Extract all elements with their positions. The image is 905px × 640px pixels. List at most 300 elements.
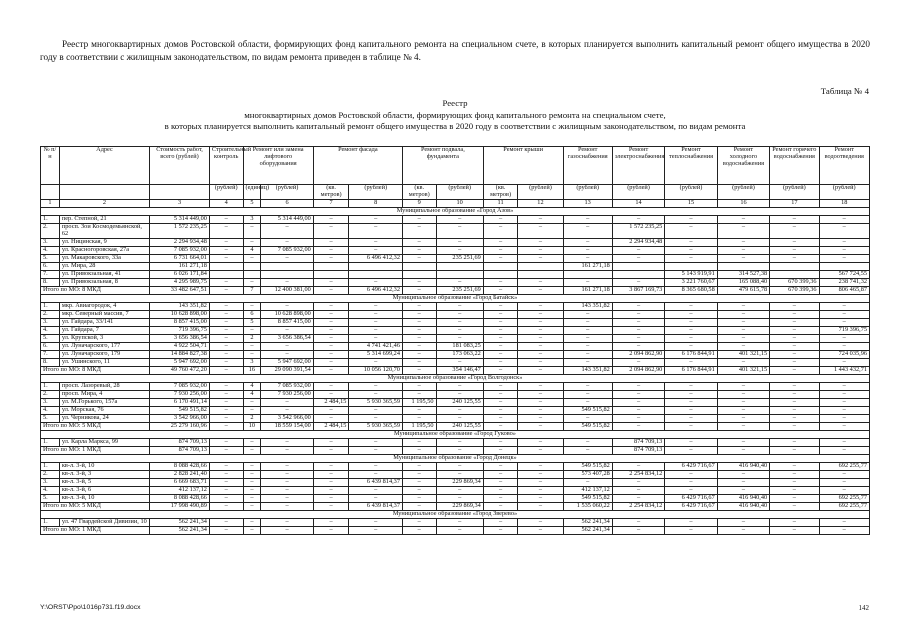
- total-label: Итого по МО: 8 МКД: [41, 366, 150, 374]
- table-cell: –: [483, 310, 518, 318]
- footer-file-path: Y:\ORST\Ppo\1016p731.f19.docx: [40, 604, 141, 611]
- table-cell: [483, 262, 518, 270]
- total-cell: –: [402, 366, 436, 374]
- total-cell: –: [518, 526, 563, 534]
- address-cell: ул. Гайдара, 7: [59, 326, 149, 334]
- address-cell: ул. Ницинская, 9: [59, 238, 149, 246]
- header-unit-cell: (рублей): [665, 185, 717, 200]
- table-cell: –: [436, 462, 483, 470]
- row-number-cell: 6.: [41, 262, 60, 270]
- total-cell: 874 709,13: [612, 446, 664, 454]
- table-cell: –: [261, 350, 313, 358]
- table-cell: 6 439 814,37: [349, 478, 403, 486]
- table-cell: –: [819, 358, 870, 366]
- table-cell: 229 869,34: [436, 478, 483, 486]
- table-row: [41, 494, 870, 502]
- table-cell: –: [313, 462, 349, 470]
- total-cell: –: [313, 526, 349, 534]
- row-number-cell: 5.: [41, 254, 60, 262]
- total-cell: –: [518, 422, 563, 430]
- header-column-number: 2: [59, 199, 149, 207]
- header-unit-cell: (рублей): [436, 185, 483, 200]
- table-cell: –: [770, 518, 819, 526]
- table-number: Таблица № 4: [820, 86, 869, 96]
- table-title-line: Реестр: [442, 98, 468, 108]
- table-cell: 2 094 862,90: [612, 350, 664, 358]
- table-cell: [436, 270, 483, 278]
- total-cell: –: [612, 422, 664, 430]
- table-cell: 874 709,13: [612, 438, 664, 446]
- table-cell: 5 314 449,00: [150, 215, 210, 223]
- total-cell: 5 930 365,59: [349, 422, 403, 430]
- table-cell: –: [261, 470, 313, 478]
- table-cell: –: [436, 246, 483, 254]
- table-cell: 235 251,69: [436, 254, 483, 262]
- table-cell: [717, 262, 769, 270]
- address-cell: ул. Красногоровская, 27а: [59, 246, 149, 254]
- address-cell: просп. Мира, 4: [59, 390, 149, 398]
- table-cell: –: [518, 350, 563, 358]
- section-row: [41, 207, 870, 215]
- total-cell: –: [665, 446, 717, 454]
- table-cell: 6 496 412,32: [349, 254, 403, 262]
- row-number-cell: 2.: [41, 470, 60, 478]
- table-cell: –: [717, 406, 769, 414]
- header-units-row: [41, 185, 870, 200]
- table-cell: 3 542 966,00: [261, 414, 313, 422]
- table-cell: –: [665, 406, 717, 414]
- address-cell: пер. Степной, 21: [59, 215, 149, 223]
- table-cell: –: [313, 278, 349, 286]
- total-cell: –: [209, 502, 243, 510]
- header-column-number: 8: [349, 199, 403, 207]
- table-cell: –: [770, 486, 819, 494]
- total-cell: –: [563, 446, 612, 454]
- header-unit-cell: (рублей): [717, 185, 769, 200]
- table-cell: 3 656 386,54: [150, 334, 210, 342]
- table-cell: –: [436, 238, 483, 246]
- section-row: [41, 294, 870, 302]
- table-cell: –: [612, 414, 664, 422]
- total-cell: –: [717, 422, 769, 430]
- header-column-number: 11: [483, 199, 518, 207]
- row-number-cell: 6.: [41, 342, 60, 350]
- table-cell: 14 884 827,38: [150, 350, 210, 358]
- total-cell: –: [483, 502, 518, 510]
- row-number-cell: 7.: [41, 350, 60, 358]
- address-cell: кв-л. 3-й, 3: [59, 470, 149, 478]
- table-cell: –: [313, 414, 349, 422]
- row-number-cell: 1.: [41, 302, 60, 310]
- total-cell: –: [819, 526, 870, 534]
- row-number-cell: 1.: [41, 382, 60, 390]
- table-cell: –: [313, 326, 349, 334]
- intro-paragraph: Реестр многоквартирных домов Ростовской области, формирующих фонд капитального ремонта на специальном счете, в которых планируется выполнить капитальный ремонт общего имущества в 2020 году в соответствии с жилищным законодательством, по видам ремонта приведен в таблице № 4.: [40, 39, 870, 62]
- table-cell: 2: [243, 414, 261, 422]
- table-cell: –: [717, 254, 769, 262]
- table-cell: –: [770, 302, 819, 310]
- table-cell: –: [313, 358, 349, 366]
- table-cell: 8 088 428,66: [150, 494, 210, 502]
- header-cold: Ремонт холодного водоснабжения: [717, 147, 769, 185]
- table-row: [41, 350, 870, 358]
- table-cell: [313, 262, 349, 270]
- table-cell: 173 063,22: [436, 350, 483, 358]
- table-cell: [243, 262, 261, 270]
- table-cell: –: [665, 334, 717, 342]
- table-cell: –: [770, 470, 819, 478]
- table-row: [41, 262, 870, 270]
- section-title: Муниципальное образование «Город Гуково»: [41, 430, 870, 438]
- table-cell: –: [209, 390, 243, 398]
- header-column-number: 14: [612, 199, 664, 207]
- table-cell: 719 396,75: [150, 326, 210, 334]
- table-cell: 4 295 989,75: [150, 278, 210, 286]
- table-row: [41, 302, 870, 310]
- total-row: [41, 366, 870, 374]
- table-cell: 165 088,40: [717, 278, 769, 286]
- table-cell: –: [436, 518, 483, 526]
- table-cell: –: [436, 215, 483, 223]
- row-number-cell: 5.: [41, 334, 60, 342]
- table-cell: –: [612, 254, 664, 262]
- table-cell: 670 399,36: [770, 278, 819, 286]
- row-number-cell: 4.: [41, 246, 60, 254]
- table-cell: –: [209, 302, 243, 310]
- table-cell: –: [819, 254, 870, 262]
- table-row: [41, 342, 870, 350]
- table-cell: –: [819, 486, 870, 494]
- table-cell: –: [436, 382, 483, 390]
- table-cell: –: [261, 238, 313, 246]
- table-cell: –: [209, 334, 243, 342]
- table-cell: 5 314 449,00: [261, 215, 313, 223]
- table-cell: –: [518, 358, 563, 366]
- table-cell: 874 709,13: [150, 438, 210, 446]
- table-cell: 719 396,75: [819, 326, 870, 334]
- table-cell: –: [261, 518, 313, 526]
- section-row: [41, 510, 870, 518]
- table-cell: 10 628 898,00: [150, 310, 210, 318]
- table-cell: 692 255,77: [819, 462, 870, 470]
- table-cell: –: [819, 215, 870, 223]
- header-hot: Ремонт горячего водоснабжения: [770, 147, 819, 185]
- table-cell: –: [612, 278, 664, 286]
- table-row: [41, 215, 870, 223]
- table-cell: –: [665, 223, 717, 238]
- table-cell: –: [518, 438, 563, 446]
- total-row: [41, 526, 870, 534]
- table-cell: –: [483, 238, 518, 246]
- table-cell: –: [261, 406, 313, 414]
- header-column-number: 10: [436, 199, 483, 207]
- address-cell: ул. Морская, 76: [59, 406, 149, 414]
- table-cell: –: [518, 278, 563, 286]
- total-cell: –: [313, 446, 349, 454]
- table-cell: –: [819, 398, 870, 406]
- table-cell: –: [261, 438, 313, 446]
- address-cell: мкр. Авиагородок, 4: [59, 302, 149, 310]
- table-cell: –: [483, 302, 518, 310]
- table-cell: –: [612, 382, 664, 390]
- registry-table: [40, 146, 870, 535]
- total-cell: 2 254 834,12: [612, 502, 664, 510]
- header-column-number: 5: [243, 199, 261, 207]
- table-cell: 2: [243, 334, 261, 342]
- table-cell: –: [349, 302, 403, 310]
- total-cell: 6 439 814,37: [349, 502, 403, 510]
- table-cell: 1 195,50: [402, 398, 436, 406]
- table-cell: –: [563, 390, 612, 398]
- table-cell: –: [349, 414, 403, 422]
- total-cell: –: [402, 502, 436, 510]
- table-cell: 6 669 683,71: [150, 478, 210, 486]
- table-cell: –: [770, 215, 819, 223]
- table-cell: –: [563, 310, 612, 318]
- table-cell: –: [209, 494, 243, 502]
- table-cell: –: [436, 470, 483, 478]
- table-cell: –: [349, 358, 403, 366]
- address-cell: ул. Ушинского, 11: [59, 358, 149, 366]
- table-cell: –: [313, 406, 349, 414]
- table-row: [41, 414, 870, 422]
- total-cell: 143 351,82: [563, 366, 612, 374]
- table-cell: –: [717, 318, 769, 326]
- header-lift: Ремонт или замена лифтового оборудования: [243, 147, 313, 185]
- table-cell: –: [717, 414, 769, 422]
- table-cell: –: [243, 494, 261, 502]
- table-cell: 3 221 760,67: [665, 278, 717, 286]
- table-cell: 7 085 932,00: [261, 246, 313, 254]
- table-cell: –: [665, 238, 717, 246]
- table-cell: –: [243, 278, 261, 286]
- total-cell: –: [209, 526, 243, 534]
- address-cell: ул. Крупской, 3: [59, 334, 149, 342]
- table-cell: –: [243, 486, 261, 494]
- row-number-cell: 3.: [41, 238, 60, 246]
- row-number-cell: 1.: [41, 215, 60, 223]
- header-column-number: 9: [402, 199, 436, 207]
- table-cell: 549 515,82: [563, 406, 612, 414]
- table-cell: –: [563, 382, 612, 390]
- total-cell: 49 760 472,20: [150, 366, 210, 374]
- table-cell: [483, 270, 518, 278]
- table-cell: –: [243, 238, 261, 246]
- table-cell: –: [349, 215, 403, 223]
- header-unit-cell: (кв. метров): [313, 185, 349, 200]
- table-cell: 7 930 256,00: [261, 390, 313, 398]
- table-cell: 6 170 491,14: [150, 398, 210, 406]
- table-cell: 401 321,15: [717, 350, 769, 358]
- row-number-cell: 7.: [41, 270, 60, 278]
- table-cell: –: [349, 246, 403, 254]
- total-label: Итого по МО: 5 МКД: [41, 422, 150, 430]
- table-cell: –: [717, 223, 769, 238]
- table-cell: –: [313, 350, 349, 358]
- header-cost: Стоимость работ, всего (рублей): [150, 147, 210, 185]
- table-cell: –: [349, 470, 403, 478]
- table-cell: –: [819, 438, 870, 446]
- row-number-cell: 2.: [41, 310, 60, 318]
- table-cell: –: [819, 223, 870, 238]
- table-cell: –: [209, 326, 243, 334]
- table-cell: –: [819, 478, 870, 486]
- table-cell: [612, 262, 664, 270]
- table-cell: –: [563, 223, 612, 238]
- header-column-number: 15: [665, 199, 717, 207]
- total-cell: –: [261, 502, 313, 510]
- total-cell: –: [349, 526, 403, 534]
- table-row: [41, 310, 870, 318]
- table-cell: –: [402, 254, 436, 262]
- page-number: 142: [858, 604, 869, 612]
- table-cell: –: [483, 278, 518, 286]
- total-cell: 479 615,78: [717, 286, 769, 294]
- total-label: Итого по МО: 1 МКД: [41, 446, 150, 454]
- table-cell: 562 241,34: [563, 518, 612, 526]
- table-cell: –: [819, 246, 870, 254]
- table-cell: –: [209, 486, 243, 494]
- table-cell: –: [209, 246, 243, 254]
- table-cell: –: [770, 334, 819, 342]
- table-cell: [770, 270, 819, 278]
- total-cell: –: [483, 446, 518, 454]
- table-cell: –: [563, 326, 612, 334]
- table-cell: –: [209, 278, 243, 286]
- table-cell: –: [313, 518, 349, 526]
- table-cell: –: [770, 254, 819, 262]
- table-cell: –: [819, 382, 870, 390]
- table-cell: –: [612, 302, 664, 310]
- table-cell: –: [717, 326, 769, 334]
- table-cell: –: [402, 438, 436, 446]
- table-cell: 4: [243, 382, 261, 390]
- row-number-cell: 3.: [41, 318, 60, 326]
- table-cell: –: [436, 310, 483, 318]
- total-cell: 3 867 169,73: [612, 286, 664, 294]
- table-cell: –: [518, 238, 563, 246]
- total-cell: –: [770, 502, 819, 510]
- table-cell: 549 515,82: [563, 462, 612, 470]
- total-label: Итого по МО: 8 МКД: [41, 286, 150, 294]
- table-cell: –: [209, 478, 243, 486]
- table-cell: 3 542 966,00: [150, 414, 210, 422]
- address-cell: кв-л. 3-й, 6: [59, 486, 149, 494]
- table-cell: –: [402, 278, 436, 286]
- address-cell: ул. Черникова, 24: [59, 414, 149, 422]
- table-cell: –: [665, 518, 717, 526]
- table-cell: –: [313, 215, 349, 223]
- table-cell: 7 085 932,00: [150, 382, 210, 390]
- table-cell: [402, 270, 436, 278]
- table-cell: –: [518, 470, 563, 478]
- total-cell: –: [313, 366, 349, 374]
- table-cell: –: [770, 438, 819, 446]
- table-row: [41, 478, 870, 486]
- table-cell: –: [665, 486, 717, 494]
- total-cell: 229 869,34: [436, 502, 483, 510]
- table-cell: –: [436, 278, 483, 286]
- table-cell: –: [770, 350, 819, 358]
- address-cell: ул. Макаровского, 33а: [59, 254, 149, 262]
- total-cell: 25 279 160,96: [150, 422, 210, 430]
- table-cell: –: [483, 358, 518, 366]
- header-heat: Ремонт теплоснабжения: [665, 147, 717, 185]
- table-cell: 6 176 844,91: [665, 350, 717, 358]
- table-cell: –: [209, 238, 243, 246]
- total-cell: –: [483, 366, 518, 374]
- table-cell: –: [209, 358, 243, 366]
- table-cell: –: [402, 246, 436, 254]
- table-cell: –: [717, 358, 769, 366]
- table-cell: 5 314 699,24: [349, 350, 403, 358]
- table-cell: –: [770, 406, 819, 414]
- table-cell: –: [665, 398, 717, 406]
- table-cell: 692 255,77: [819, 494, 870, 502]
- table-cell: –: [518, 406, 563, 414]
- total-cell: 7: [243, 286, 261, 294]
- total-cell: –: [261, 526, 313, 534]
- table-cell: –: [402, 382, 436, 390]
- header-unit-cell: (кв. метров): [483, 185, 518, 200]
- section-row: [41, 374, 870, 382]
- address-cell: ул. Луначарского, 177: [59, 342, 149, 350]
- total-cell: –: [770, 446, 819, 454]
- total-cell: 401 321,15: [717, 366, 769, 374]
- table-cell: –: [563, 215, 612, 223]
- table-cell: –: [349, 438, 403, 446]
- table-cell: –: [243, 518, 261, 526]
- table-cell: –: [612, 478, 664, 486]
- table-cell: 549 515,82: [150, 406, 210, 414]
- table-cell: 3: [243, 215, 261, 223]
- table-row: [41, 246, 870, 254]
- table-cell: 6 026 171,84: [150, 270, 210, 278]
- table-cell: –: [717, 390, 769, 398]
- address-cell: ул. Мира, 28: [59, 262, 149, 270]
- table-cell: –: [717, 438, 769, 446]
- table-title-line: многоквартирных домов Ростовской области, формирующих фонд капитального ремонта на специальном счете,: [244, 109, 666, 120]
- table-cell: [518, 262, 563, 270]
- table-cell: 724 035,96: [819, 350, 870, 358]
- total-cell: –: [518, 502, 563, 510]
- table-cell: 7 085 932,00: [261, 382, 313, 390]
- header-unit-cell: (рублей): [209, 185, 243, 200]
- row-number-cell: 1.: [41, 518, 60, 526]
- table-cell: –: [402, 414, 436, 422]
- table-cell: –: [402, 406, 436, 414]
- address-cell: ул. Луначарского, 179: [59, 350, 149, 358]
- table-cell: –: [209, 406, 243, 414]
- table-row: [41, 486, 870, 494]
- table-cell: –: [209, 438, 243, 446]
- table-cell: –: [563, 398, 612, 406]
- table-cell: –: [770, 342, 819, 350]
- table-cell: –: [770, 326, 819, 334]
- table-header: [41, 147, 870, 208]
- table-cell: 5 930 365,59: [349, 398, 403, 406]
- table-cell: –: [770, 246, 819, 254]
- table-cell: –: [612, 518, 664, 526]
- table-cell: –: [313, 310, 349, 318]
- table-cell: –: [436, 318, 483, 326]
- table-cell: –: [349, 278, 403, 286]
- table-cell: –: [349, 406, 403, 414]
- table-cell: –: [313, 238, 349, 246]
- table-cell: –: [717, 342, 769, 350]
- table-cell: [402, 262, 436, 270]
- total-cell: 806 465,87: [819, 286, 870, 294]
